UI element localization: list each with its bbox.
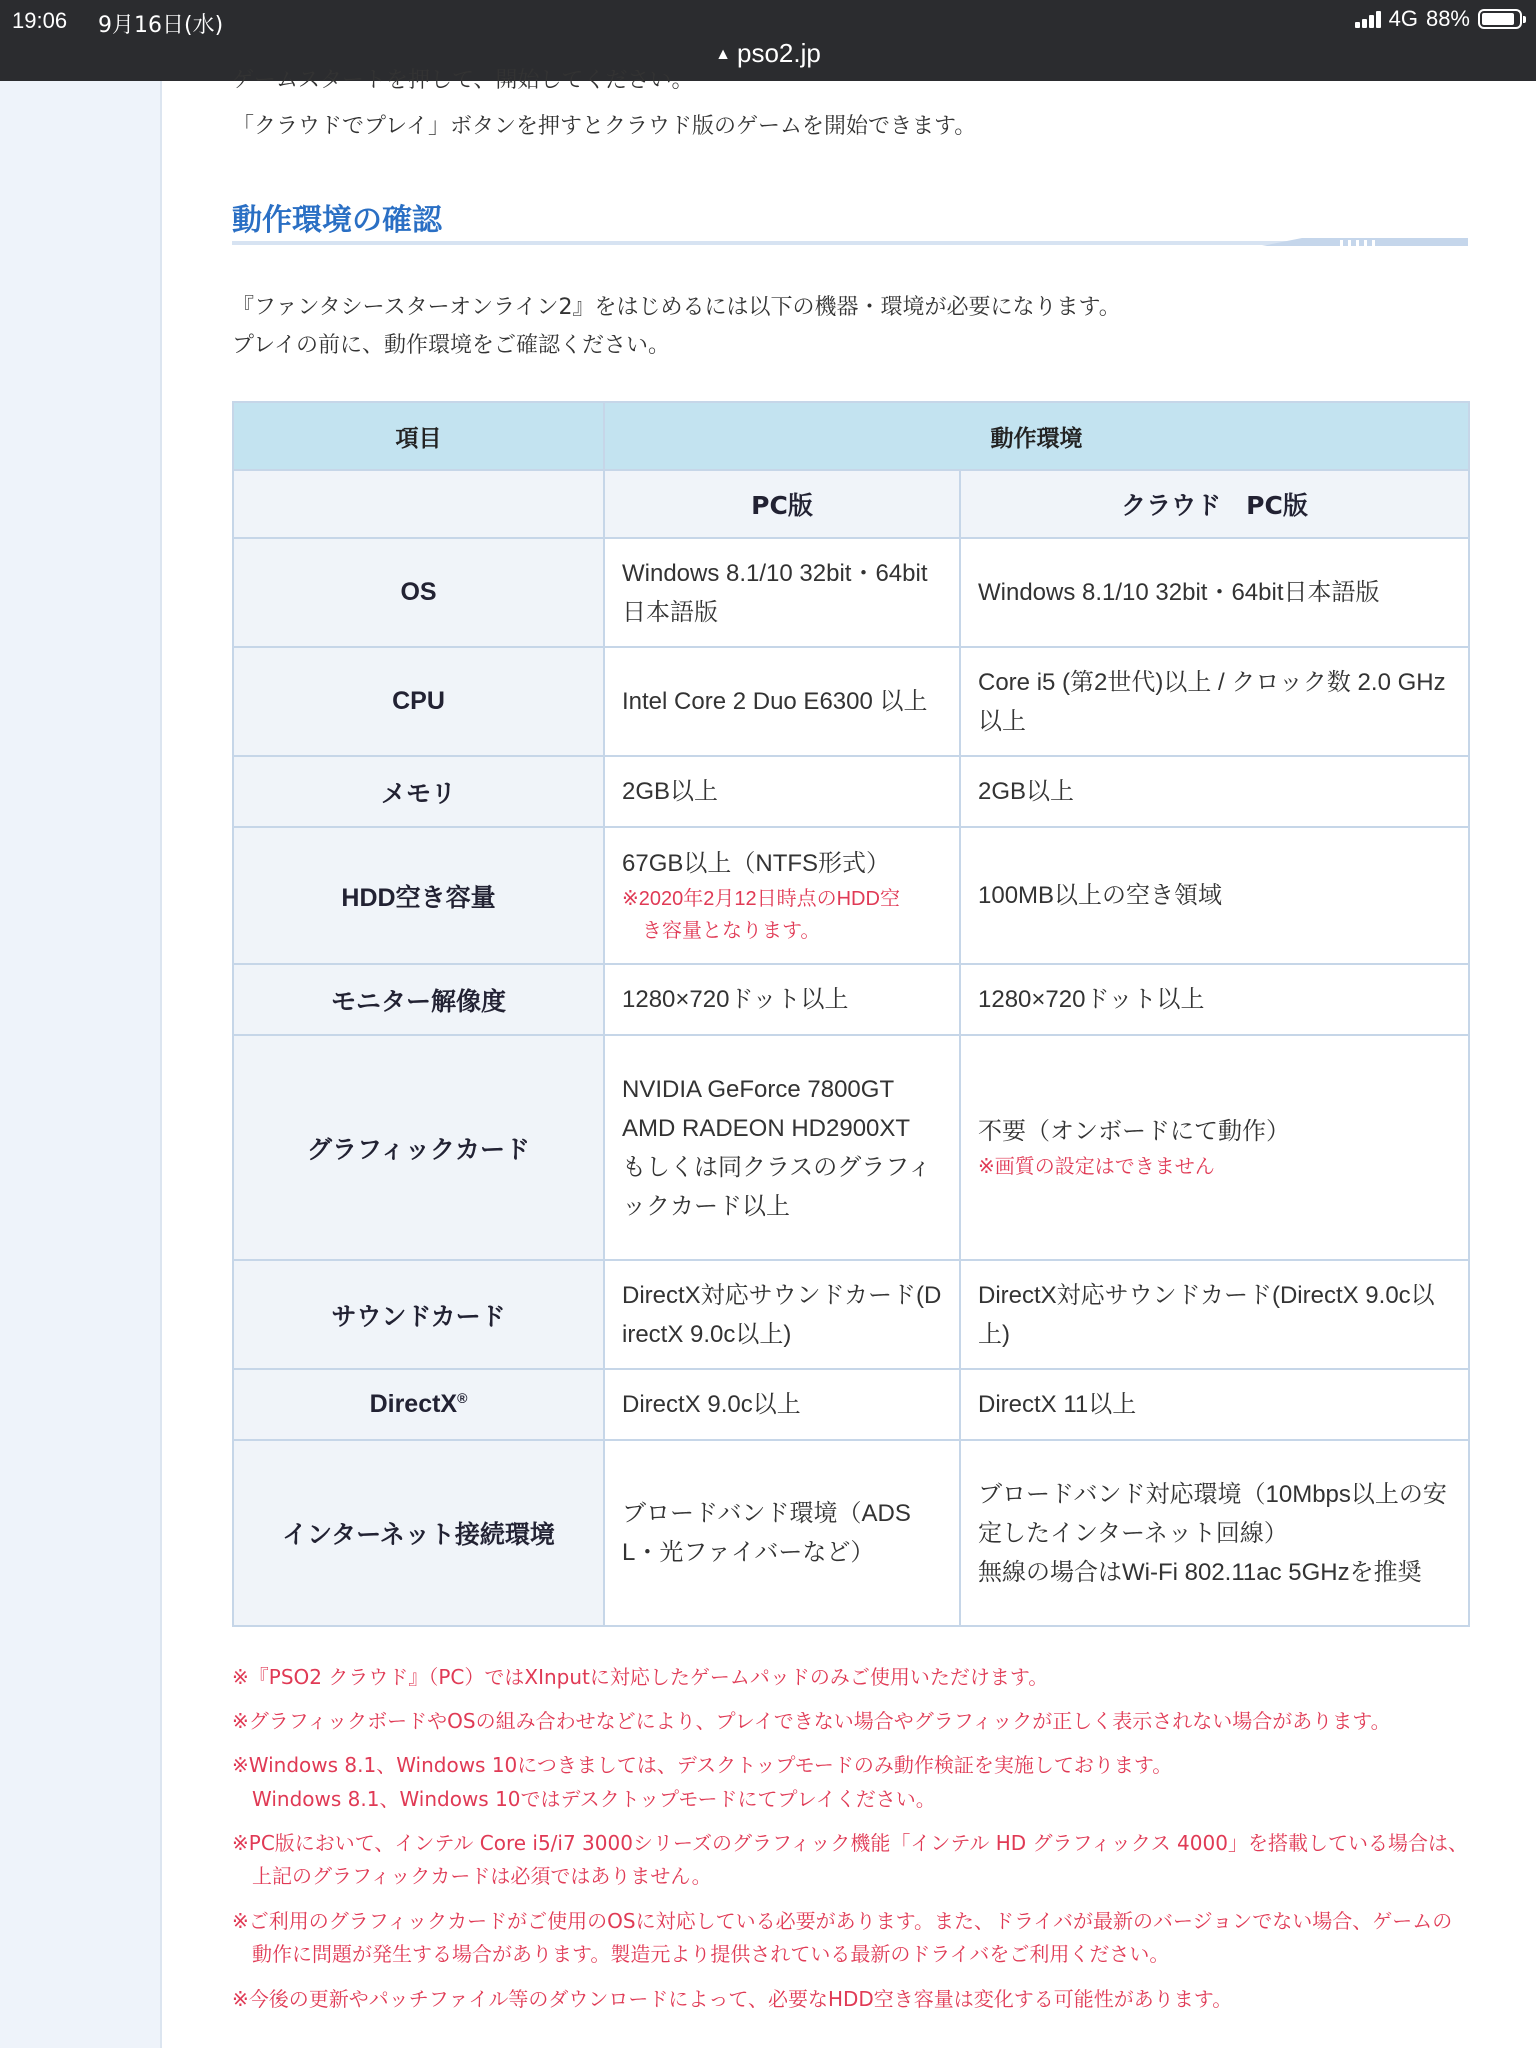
header-env: 動作環境 (604, 402, 1469, 470)
subheader-empty (233, 470, 604, 538)
address-bar[interactable] (0, 38, 1536, 69)
status-indicators (1355, 6, 1522, 32)
cloud-value (960, 1035, 1469, 1260)
pc-value-line-3: もしくは同クラスのグラフィックカード以上 (622, 1153, 932, 1220)
row-label (233, 1369, 604, 1440)
row-label: インターネット接続環境 (233, 1440, 604, 1626)
intro-line-2: 「クラウドでプレイ」ボタンを押すとクラウド版のゲームを開始できます。 (232, 114, 977, 139)
pc-value: ブロードバンド環境（ADSL・光ファイバーなど） (604, 1440, 960, 1626)
table-header-row (233, 402, 1469, 470)
note-item: ※PC版において、インテル Core i5/i7 3000シリーズのグラフィック機能「インテル HD グラフィックス 4000」を搭載している場合は、上記のグラフィックカードは必須ではありません。 (232, 1831, 1468, 1888)
table-subheader-row (233, 470, 1469, 538)
note-item: ※グラフィックボードやOSの組み合わせなどにより、プレイできない場合やグラフィックが正しく表示されない場合があります。 (232, 1709, 1391, 1733)
pc-value: 2GB以上 (604, 756, 960, 827)
row-label: サウンドカード (233, 1260, 604, 1369)
cloud-value: Core i5 (第2世代)以上 / クロック数 2.0 GHz 以上 (960, 647, 1469, 756)
note-item: Windows 8.1、Windows 10ではデスクトップモードにてプレイください。 (252, 1787, 936, 1811)
table-row-hdd (233, 827, 1469, 964)
table-row-memory (233, 756, 1469, 827)
cloud-note: ※画質の設定はできません (978, 1156, 1215, 1178)
pc-value: Windows 8.1/10 32bit・64bit日本語版 (604, 538, 960, 647)
section-desc-2: プレイの前に、動作環境をご確認ください。 (232, 333, 671, 358)
cloud-value-line-1: ブロードバンド対応環境（10Mbps以上の安定したインターネット回線） (978, 1480, 1447, 1547)
table-row-directx (233, 1369, 1469, 1440)
note-item: ※Windows 8.1、Windows 10につきましては、デスクトップモードのみ動作検証を実施しております。 (232, 1753, 1173, 1777)
network-type: 4G (1388, 6, 1418, 31)
cloud-value: DirectX対応サウンドカード(DirectX 9.0c以上) (960, 1260, 1469, 1369)
status-date: 9月16日(水) (98, 13, 224, 38)
note-item: ※ご利用のグラフィックカードがご使用のOSに対応している必要があります。また、ドライバが最新のバージョンでない場合、ゲームの動作に問題が発生する場合があります。製造元より提供されている最新のドライバをご利用ください。 (232, 1909, 1453, 1966)
pc-value (604, 827, 960, 964)
row-label: モニター解像度 (233, 964, 604, 1035)
pc-note-line-2: き容量となります。 (622, 920, 821, 942)
cloud-value: DirectX 11以上 (960, 1369, 1469, 1440)
subheader-pc: PC版 (604, 470, 960, 538)
pc-value: DirectX対応サウンドカード(DirectX 9.0c以上) (604, 1260, 960, 1369)
battery-percent: 88% (1425, 6, 1470, 31)
row-label-text: DirectX (369, 1390, 458, 1418)
cloud-value: 1280×720ドット以上 (960, 964, 1469, 1035)
pc-value-line-2: AMD RADEON HD2900XT (622, 1114, 911, 1142)
pc-value: Intel Core 2 Duo E6300 以上 (604, 647, 960, 756)
pc-value (604, 1035, 960, 1260)
cloud-value (960, 1440, 1469, 1626)
table-row-cpu (233, 647, 1469, 756)
registered-mark: ® (457, 1390, 468, 1406)
status-time: 19:06 (12, 8, 68, 33)
table-row-os (233, 538, 1469, 647)
row-label: メモリ (233, 756, 604, 827)
row-label: HDD空き容量 (233, 827, 604, 964)
system-requirements-table (232, 401, 1470, 1627)
pc-note-line-1: ※2020年2月12日時点のHDD空 (622, 888, 900, 910)
cloud-value: 100MB以上の空き領域 (960, 827, 1469, 964)
section-desc-1: 『ファンタシースターオンライン2』をはじめるには以下の機器・環境が必要になります。 (232, 295, 1121, 320)
table-row-graphics (233, 1035, 1469, 1260)
intro-line-1: ゲームスタートを押して、開始してください。 (232, 68, 694, 93)
pc-value-line-1: NVIDIA GeForce 7800GT (622, 1075, 895, 1103)
status-bar (0, 0, 1536, 81)
cloud-value: Windows 8.1/10 32bit・64bit日本語版 (960, 538, 1469, 647)
table-row-sound (233, 1260, 1469, 1369)
battery-icon (1478, 9, 1522, 29)
warning-icon: ▲ (715, 46, 731, 63)
header-item: 項目 (233, 402, 604, 470)
row-label: OS (233, 538, 604, 647)
page-content (160, 68, 1536, 2048)
cloud-value-text: 不要（オンボードにて動作） (978, 1118, 1290, 1145)
row-label: CPU (233, 647, 604, 756)
row-label: グラフィックカード (233, 1035, 604, 1260)
table-row-monitor (233, 964, 1469, 1035)
note-item: ※『PSO2 クラウド』（PC）ではXInputに対応したゲームパッドのみご使用いただけます。 (232, 1665, 1049, 1689)
signal-icon (1355, 10, 1381, 28)
note-item: ※今後の更新やパッチファイル等のダウンロードによって、必要なHDD空き容量は変化する可能性があります。 (232, 1987, 1233, 2011)
pc-value-text: 67GB以上（NTFS形式） (622, 850, 891, 877)
table-row-internet (233, 1440, 1469, 1626)
title-decoration (1262, 238, 1468, 246)
subheader-cloud: クラウド PC版 (960, 470, 1469, 538)
section-title: 動作環境の確認 (232, 203, 442, 238)
cloud-value-line-2: 無線の場合はWi-Fi 802.11ac 5GHzを推奨 (978, 1558, 1422, 1586)
cloud-value: 2GB以上 (960, 756, 1469, 827)
pc-value: DirectX 9.0c以上 (604, 1369, 960, 1440)
pc-value: 1280×720ドット以上 (604, 964, 960, 1035)
url-text: pso2.jp (737, 38, 821, 68)
